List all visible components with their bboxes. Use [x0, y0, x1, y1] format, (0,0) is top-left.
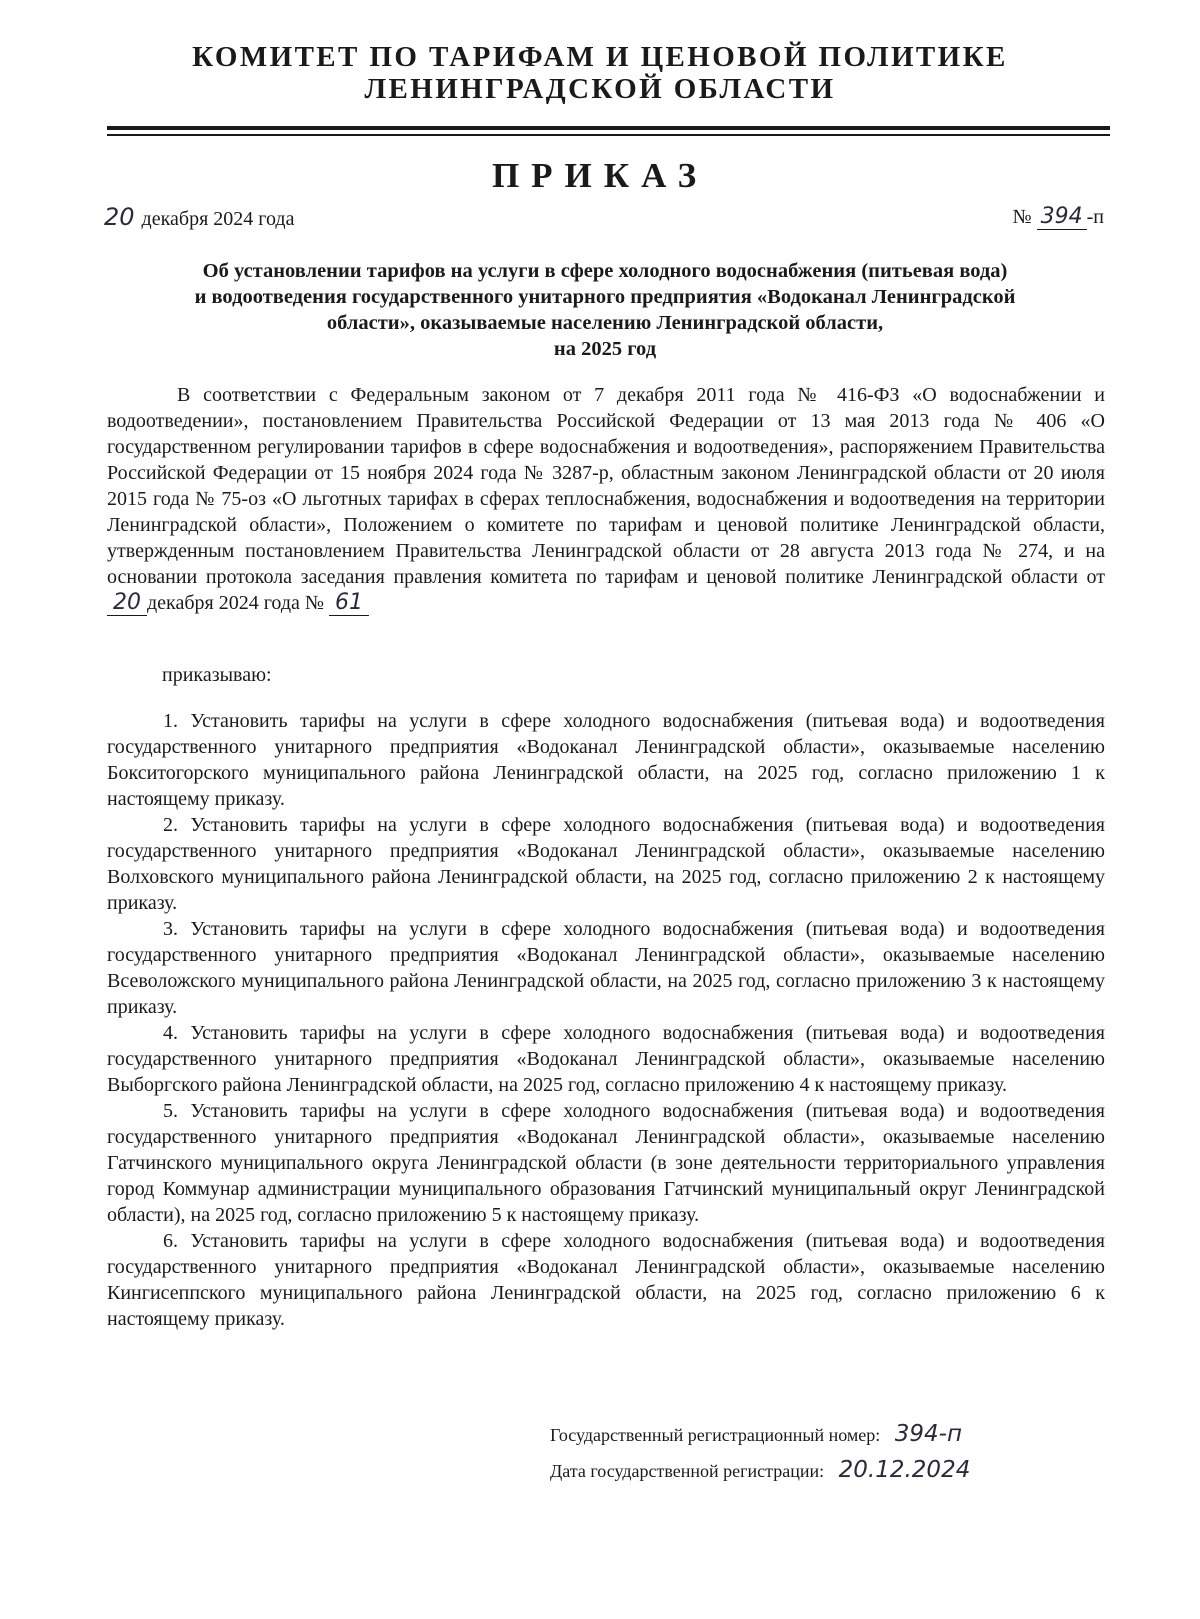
document-subject	[110, 258, 1100, 362]
subject-line-1: Об установлении тарифов на услуги в сфере холодного водоснабжения (питьевая вода)	[202, 260, 1008, 282]
preamble-text-middle: декабря 2024 года №	[147, 592, 324, 614]
registration-date-label: Дата государственной регистрации:	[550, 1461, 825, 1481]
order-item-4: 4. Установить тарифы на услуги в сфере холодного водоснабжения (питьевая вода) и водоотведения государственного унитарного предприятия «Водоканал Ленинградской области», оказываемые населению Выборгского района Ленинградской области, на 2025 год, согласно приложению 4 к настоящему приказу.	[107, 1022, 1105, 1096]
number-suffix: -п	[1086, 206, 1104, 228]
organization-name-line2: ЛЕНИНГРАДСКОЙ ОБЛАСТИ	[364, 73, 836, 105]
registration-number-label: Государственный регистрационный номер:	[550, 1425, 881, 1445]
preamble-paragraph	[107, 382, 1105, 616]
registration-date	[550, 1457, 970, 1484]
handwritten-registration-number: 394-п	[894, 1421, 963, 1447]
order-item-3: 3. Установить тарифы на услуги в сфере холодного водоснабжения (питьевая вода) и водоотведения государственного унитарного предприятия «Водоканал Ленинградской области», оказываемые населению Всеволожского муниципального района Ленинградской области, на 2025 год, согласно приложению 3 к настоящему приказу.	[107, 918, 1105, 1018]
order-item-1: 1. Установить тарифы на услуги в сфере холодного водоснабжения (питьевая вода) и водоотведения государственного унитарного предприятия «Водоканал Ленинградской области», оказываемые населению Бокситогорского муниципального района Ленинградской области, на 2025 год, согласно приложению 1 к настоящему приказу.	[107, 710, 1105, 810]
subject-line-3: области», оказываемые населению Ленинградской области,	[326, 312, 884, 334]
handwritten-protocol-day: 20	[107, 590, 147, 616]
document-number	[1013, 204, 1104, 230]
header-rule-thin	[107, 134, 1110, 136]
subject-line-4: на 2025 год	[553, 338, 657, 360]
decree-word: приказываю:	[162, 664, 272, 686]
preamble-text: В соответствии с Федеральным законом от 7 декабря 2011 года № 416-ФЗ «О водоснабжении и водоотведении», постановлением Правительства Российской Федерации от 13 мая 2013 года № 406 «О государственном регулировании тарифов в сфере водоснабжения и водоотведения», распоряжением Правительства Российской Федерации от 15 ноября 2024 года № 3287-р, областным законом Ленинградской области от 20 июля 2015 года № 75-оз «О льготных тарифах в сферах теплоснабжения, водоснабжения и водоотведения на территории Ленинградской области», Положением о комитете по тарифам и ценовой политике Ленинградской области, утвержденным постановлением Правительства Ленинградской области от 28 августа 2013 года № 274, и на основании протокола заседания правления комитета по тарифам и ценовой политике Ленинградской области от	[107, 384, 1105, 588]
document-date	[104, 204, 294, 232]
organization-name-line1: КОМИТЕТ ПО ТАРИФАМ И ЦЕНОВОЙ ПОЛИТИКЕ	[192, 41, 1008, 73]
handwritten-number: 394	[1037, 204, 1087, 230]
registration-number	[550, 1421, 962, 1448]
order-item-6: 6. Установить тарифы на услуги в сфере холодного водоснабжения (питьевая вода) и водоотведения государственного унитарного предприятия «Водоканал Ленинградской области», оказываемые населению Кингисеппского муниципального района Ленинградской области, на 2025 год, согласно приложению 6 к настоящему приказу.	[107, 1230, 1105, 1330]
document-title: ПРИКАЗ	[491, 156, 709, 195]
order-items	[107, 708, 1105, 1332]
date-text: декабря 2024 года	[141, 208, 295, 230]
handwritten-protocol-number: 61	[329, 590, 369, 616]
subject-line-2: и водоотведения государственного унитарного предприятия «Водоканал Ленинградской	[194, 286, 1016, 308]
handwritten-day: 20	[104, 203, 135, 231]
order-item-5: 5. Установить тарифы на услуги в сфере холодного водоснабжения (питьевая вода) и водоотведения государственного унитарного предприятия «Водоканал Ленинградской области», оказываемые населению Гатчинского муниципального округа Ленинградской области (в зоне деятельности территориального управления город Коммунар администрации муниципального образования Гатчинский муниципальный округ Ленинградской области), на 2025 год, согласно приложению 5 к настоящему приказу.	[107, 1100, 1105, 1226]
header-rule-thick	[107, 126, 1110, 130]
handwritten-registration-date: 20.12.2024	[838, 1457, 971, 1483]
number-prefix: №	[1012, 206, 1032, 228]
order-item-2: 2. Установить тарифы на услуги в сфере холодного водоснабжения (питьевая вода) и водоотведения государственного унитарного предприятия «Водоканал Ленинградской области», оказываемые населению Волховского муниципального района Ленинградской области, на 2025 год, согласно приложению 2 к настоящему приказу.	[107, 814, 1105, 914]
